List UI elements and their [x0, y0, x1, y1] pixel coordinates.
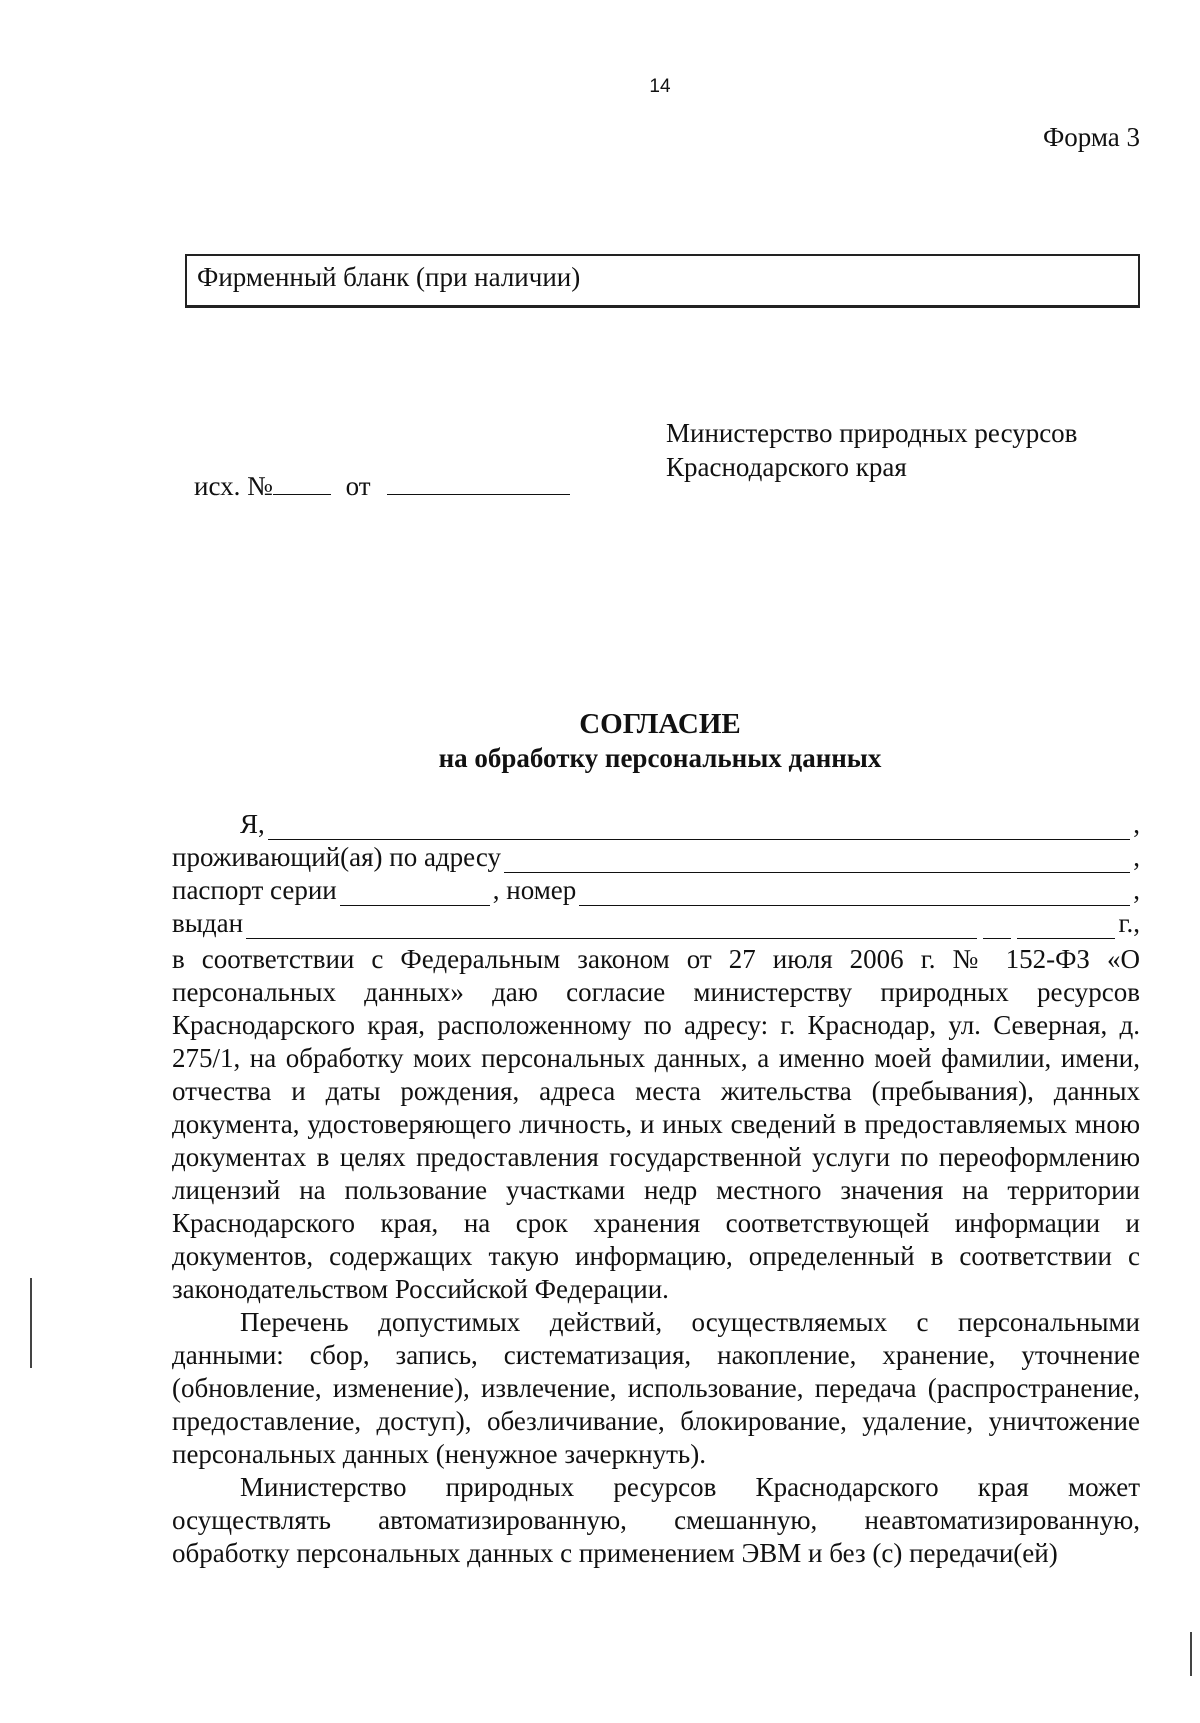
outgoing-date-blank[interactable]: [387, 470, 570, 495]
address-label: проживающий(ая) по адресу: [172, 842, 501, 872]
outgoing-number-row: [194, 470, 570, 502]
recipient-block: [666, 416, 1077, 484]
address-row: [172, 841, 1140, 873]
recipient-line-1: Министерство природных ресурсов: [666, 418, 1078, 448]
outgoing-number-label: исх. №: [194, 471, 273, 501]
form-label: Форма 3: [1042, 122, 1140, 152]
scan-margin-mark-right: [1190, 1632, 1192, 1676]
consent-paragraph-1: в соответствии с Федеральным законом от 27 июля 2006 г. № 152-ФЗ «О персональных данных» даю согласие министерству природных ресурсов Краснодарского края, расположенному по адресу: г. Краснодар, ул. Северная, д. 275/1, на обработку моих персональных данных, а именно моей фамилии, имени, отчества и даты рождения, адреса места жительства (пребывания), данных документа, удостоверяющего личность, и иных сведений в предоставляемых мною документах в целях предоставления государственной услуги по переоформлению лицензий на пользование участками недр местного значения на территории Краснодарского края, на срок хранения соответствующей информации и документов, содержащих такую информацию, определенный в соответствии с законодательством Российской Федерации.: [172, 944, 1140, 1304]
issued-year-blank[interactable]: [1017, 914, 1115, 939]
name-blank[interactable]: [268, 815, 1130, 840]
name-end: ,: [1133, 809, 1140, 839]
name-row: [172, 808, 1140, 840]
document-title: СОГЛАСИЕ: [579, 708, 741, 740]
issued-by-blank[interactable]: [246, 914, 977, 939]
letterhead-box: [185, 254, 1140, 308]
page-number: 14: [649, 76, 671, 97]
outgoing-number-blank[interactable]: [273, 470, 331, 495]
issued-label: выдан: [172, 908, 244, 938]
passport-end: ,: [1133, 875, 1140, 905]
scan-margin-mark-left: [30, 1278, 32, 1368]
passport-series-label: паспорт серии: [172, 875, 337, 905]
consent-paragraph-2: Перечень допустимых действий, осуществляемых с персональными данными: сбор, запись, систематизация, накопление, хранение, уточнение (обновление, изменение), извлечение, использование, передача (распространение, предоставление, доступ), обезличивание, блокирование, удаление, уничтожение персональных данных (ненужное зачеркнуть).: [172, 1307, 1140, 1469]
name-label: Я,: [240, 809, 265, 839]
issued-end: г.,: [1118, 908, 1140, 938]
issued-day-blank[interactable]: [983, 914, 1011, 939]
outgoing-from-label: от: [345, 471, 371, 501]
issued-row: [172, 907, 1140, 939]
passport-series-blank[interactable]: [340, 881, 490, 906]
consent-body: [172, 943, 1140, 1570]
address-end: ,: [1133, 842, 1140, 872]
document-subtitle: на обработку персональных данных: [438, 743, 882, 773]
passport-number-blank[interactable]: [579, 881, 1130, 906]
passport-row: [172, 874, 1140, 906]
recipient-line-2: Краснодарского края: [666, 452, 907, 482]
passport-number-label: , номер: [492, 875, 577, 905]
consent-paragraph-3: Министерство природных ресурсов Краснодарского края может осуществлять автоматизированную, смешанную, неавтоматизированную, обработку персональных данных с применением ЭВМ и без (с) передачи(ей): [172, 1472, 1140, 1568]
address-blank[interactable]: [504, 848, 1130, 873]
letterhead-label: Фирменный бланк (при наличии): [197, 262, 581, 292]
